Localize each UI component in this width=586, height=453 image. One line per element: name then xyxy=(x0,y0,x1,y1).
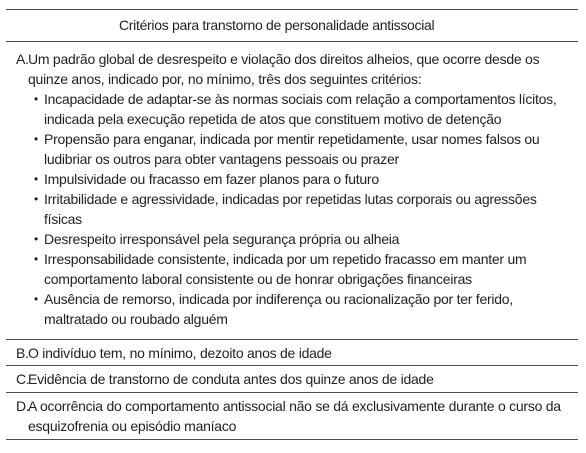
list-item xyxy=(34,189,572,229)
bullet-icon: • xyxy=(34,172,38,186)
list-item-text: Impulsividade ou fracasso em fazer planos para o futuro xyxy=(44,171,379,187)
bullet-icon: • xyxy=(34,252,38,266)
list-item-text: Propensão para enganar, indicada por mentir repetidamente, usar nomes falsos ou ludibriar os outros para obter vantagens pessoais ou prazer xyxy=(44,131,540,167)
bullet-icon: • xyxy=(34,232,38,246)
list-item xyxy=(34,289,572,329)
criterion-a-row xyxy=(6,42,578,340)
criterion-c-text: Evidência de transtorno de conduta antes dos quinze anos de idade xyxy=(28,371,434,387)
list-item xyxy=(34,169,572,189)
criteria-table xyxy=(6,9,578,440)
list-item xyxy=(34,249,572,289)
bullet-icon: • xyxy=(34,132,38,146)
criterion-a-text: Um padrão global de desrespeito e violação dos direitos alheios, que ocorre desde os quinze anos, indicado por, no mínimo, três dos seguintes critérios: xyxy=(28,51,540,87)
bullet-icon: • xyxy=(34,292,38,306)
table-header xyxy=(6,10,578,42)
criterion-a-list xyxy=(16,89,572,329)
criterion-b-text: O indivíduo tem, no mínimo, dezoito anos de idade xyxy=(28,345,332,361)
criterion-b-paragraph xyxy=(16,343,572,363)
criterion-d-row xyxy=(6,393,578,440)
list-item-text: Ausência de remorso, indicada por indiferença ou racionalização por ter ferido, maltratado ou roubado alguém xyxy=(44,291,513,327)
criterion-a-paragraph xyxy=(16,49,572,89)
criterion-c-row xyxy=(6,366,578,393)
bullet-icon: • xyxy=(34,92,38,106)
list-item xyxy=(34,89,572,129)
criterion-b-row xyxy=(6,340,578,366)
table-title: Critérios para transtorno de personalidade antissocial xyxy=(119,17,435,33)
list-item-text: Incapacidade de adaptar-se às normas sociais com relação a comportamentos lícitos, indicada pela execução repetida de atos que constituem motivo de detenção xyxy=(44,91,557,127)
list-item-text: Irritabilidade e agressividade, indicadas por repetidas lutas corporais ou agressões físicas xyxy=(44,191,537,227)
criterion-d-paragraph xyxy=(16,396,572,436)
criterion-d-text: A ocorrência do comportamento antissocial não se dá exclusivamente durante o curso da esquizofrenia ou episódio maníaco xyxy=(28,398,561,434)
criterion-c-letter: C. xyxy=(16,371,30,387)
criterion-d-letter: D. xyxy=(16,398,30,414)
criterion-a-letter: A. xyxy=(16,51,29,67)
criterion-c-paragraph xyxy=(16,369,572,389)
list-item xyxy=(34,229,572,249)
bullet-icon: • xyxy=(34,192,38,206)
list-item-text: Desrespeito irresponsável pela segurança própria ou alheia xyxy=(44,231,400,247)
list-item-text: Irresponsabilidade consistente, indicada por um repetido fracasso em manter um comportamento laboral consistente ou de honrar obrigações financeiras xyxy=(44,251,527,287)
list-item xyxy=(34,129,572,169)
criterion-b-letter: B. xyxy=(16,345,29,361)
